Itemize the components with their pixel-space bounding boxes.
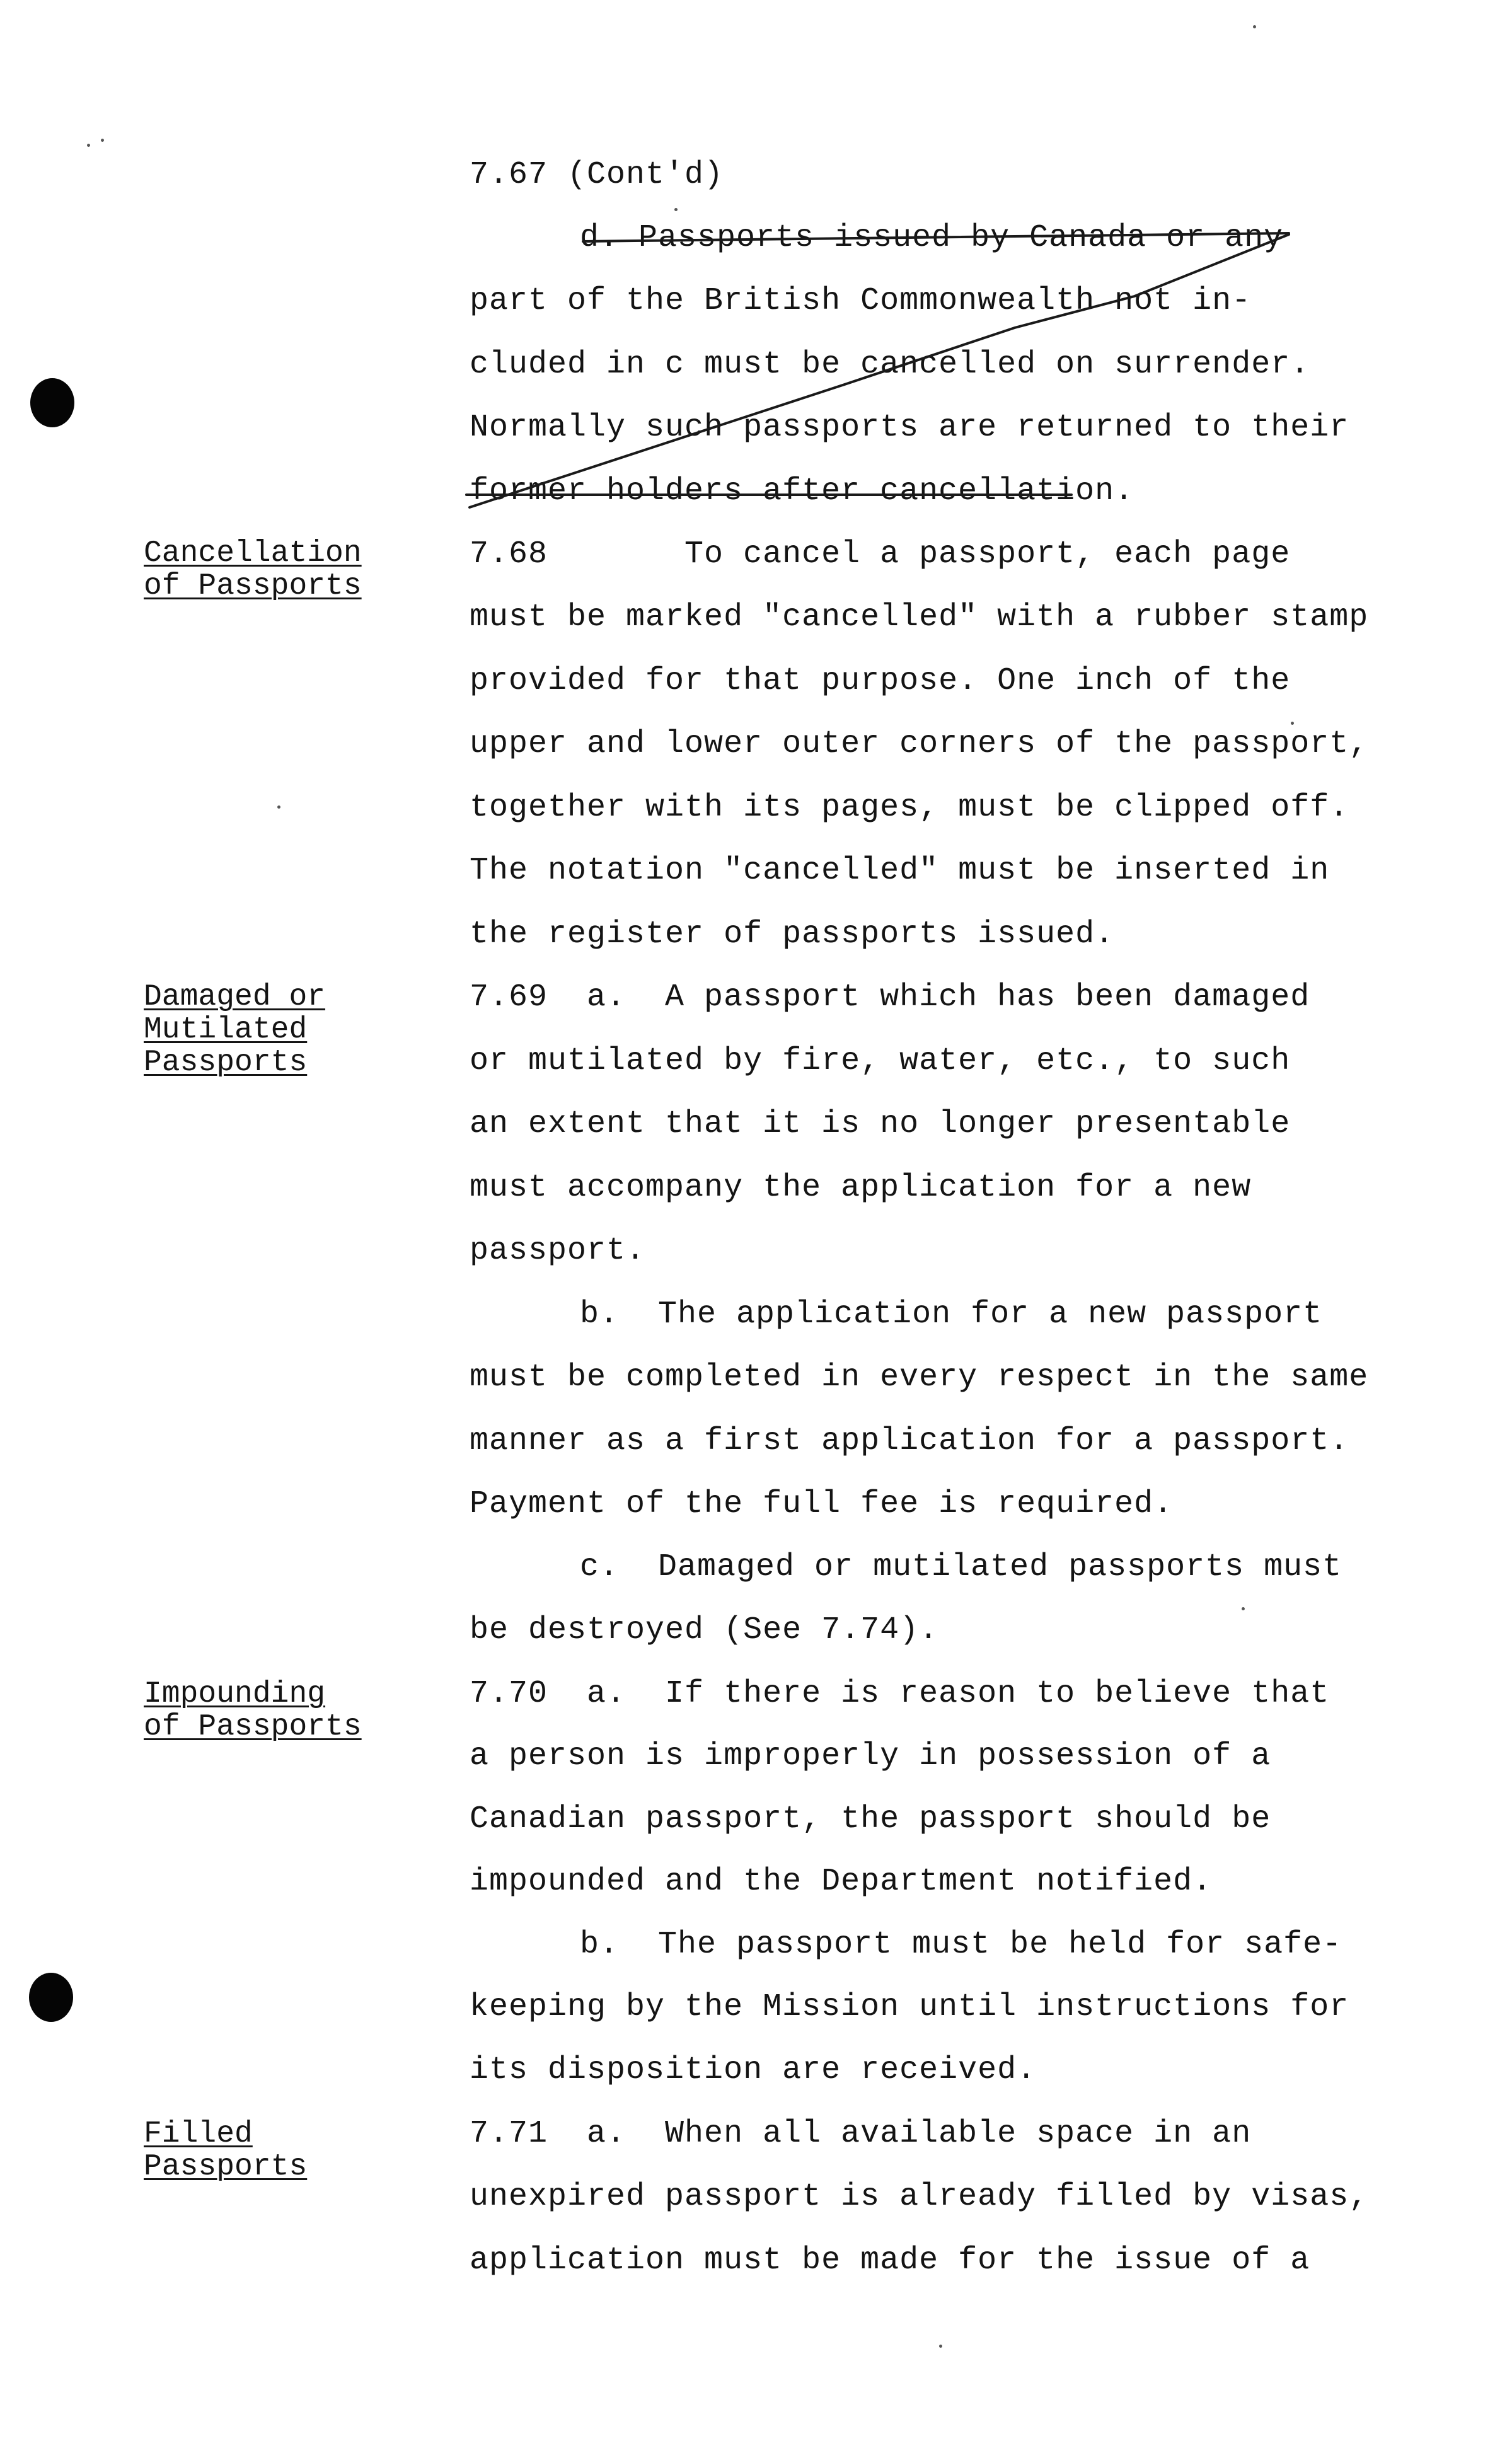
sidenote-filled-1: Filled xyxy=(144,2117,253,2151)
scan-speck xyxy=(1291,722,1294,725)
para-767d-line-4: Normally such passports are returned to their xyxy=(470,410,1349,446)
scan-speck xyxy=(87,144,90,147)
page-header: 7.67 (Cont'd) xyxy=(470,157,724,193)
sidenote-impounding-2: of Passports xyxy=(144,1710,362,1744)
para-770b-line-2: keeping by the Mission until instructions for xyxy=(470,1989,1349,2025)
sidenote-cancellation-2: of Passports xyxy=(144,569,362,603)
para-771a-line-3: application must be made for the issue of a xyxy=(470,2242,1310,2278)
para-769b-line-3: manner as a first application for a passport. xyxy=(470,1423,1349,1459)
para-770a-line-4: impounded and the Department notified. xyxy=(470,1864,1213,1900)
para-767d-line-1: d. Passports issued by Canada or any xyxy=(580,220,1284,256)
para-769b-line-2: must be completed in every respect in the same xyxy=(470,1359,1369,1395)
para-768-line-4: upper and lower outer corners of the passport, xyxy=(470,726,1369,762)
para-768-line-7: the register of passports issued. xyxy=(470,916,1115,952)
para-770a-line-2: a person is improperly in possession of a xyxy=(470,1738,1271,1774)
para-769c-line-2: be destroyed (See 7.74). xyxy=(470,1612,939,1648)
para-771a-line-2: unexpired passport is already filled by visas, xyxy=(470,2179,1369,2215)
para-770b-line-1: b. The passport must be held for safe- xyxy=(580,1927,1342,1963)
para-770b-line-3: its disposition are received. xyxy=(470,2052,1037,2088)
sidenote-damaged-3: Passports xyxy=(144,1046,308,1080)
sidenote-impounding-1: Impounding xyxy=(144,1677,326,1711)
para-769a-line-2: or mutilated by fire, water, etc., to such xyxy=(470,1043,1291,1079)
sidenote-filled-2: Passports xyxy=(144,2150,308,2184)
scan-speck xyxy=(939,2345,942,2348)
para-770a-line-1: 7.70 a. If there is reason to believe that xyxy=(470,1676,1330,1712)
para-769a-line-1: 7.69 a. A passport which has been damaged xyxy=(470,979,1310,1015)
para-771a-line-1: 7.71 a. When all available space in an xyxy=(470,2116,1252,2152)
para-768-line-5: together with its pages, must be clipped off. xyxy=(470,790,1349,826)
scan-speck xyxy=(674,208,678,211)
para-769a-line-5: passport. xyxy=(470,1233,646,1269)
para-767d-line-5: former holders after cancellation. xyxy=(470,473,1134,509)
scan-speck xyxy=(277,805,280,809)
para-768-line-3: provided for that purpose. One inch of the xyxy=(470,663,1291,699)
para-768-line-6: The notation "cancelled" must be inserted in xyxy=(470,853,1330,889)
sidenote-cancellation-1: Cancellation xyxy=(144,536,362,570)
para-769a-line-4: must accompany the application for a new xyxy=(470,1170,1252,1206)
para-770a-line-3: Canadian passport, the passport should be xyxy=(470,1801,1271,1837)
para-769a-line-3: an extent that it is no longer presentable xyxy=(470,1106,1291,1142)
scan-speck xyxy=(101,139,104,142)
para-767d-line-2: part of the British Commonwealth not in- xyxy=(470,283,1252,319)
para-768-line-2: must be marked "cancelled" with a rubber stamp xyxy=(470,599,1369,635)
scan-speck xyxy=(1253,25,1256,28)
punch-hole-top xyxy=(30,378,74,427)
para-769b-line-1: b. The application for a new passport xyxy=(580,1296,1323,1332)
scan-speck xyxy=(1242,1607,1245,1610)
para-769b-line-4: Payment of the full fee is required. xyxy=(470,1486,1174,1522)
punch-hole-bottom xyxy=(29,1973,73,2022)
sidenote-damaged-1: Damaged or xyxy=(144,980,326,1014)
para-769c-line-1: c. Damaged or mutilated passports must xyxy=(580,1549,1342,1585)
sidenote-damaged-2: Mutilated xyxy=(144,1013,308,1047)
para-767d-line-3: cluded in c must be cancelled on surrender. xyxy=(470,347,1310,383)
para-768-line-1: 7.68 To cancel a passport, each page xyxy=(470,536,1291,572)
